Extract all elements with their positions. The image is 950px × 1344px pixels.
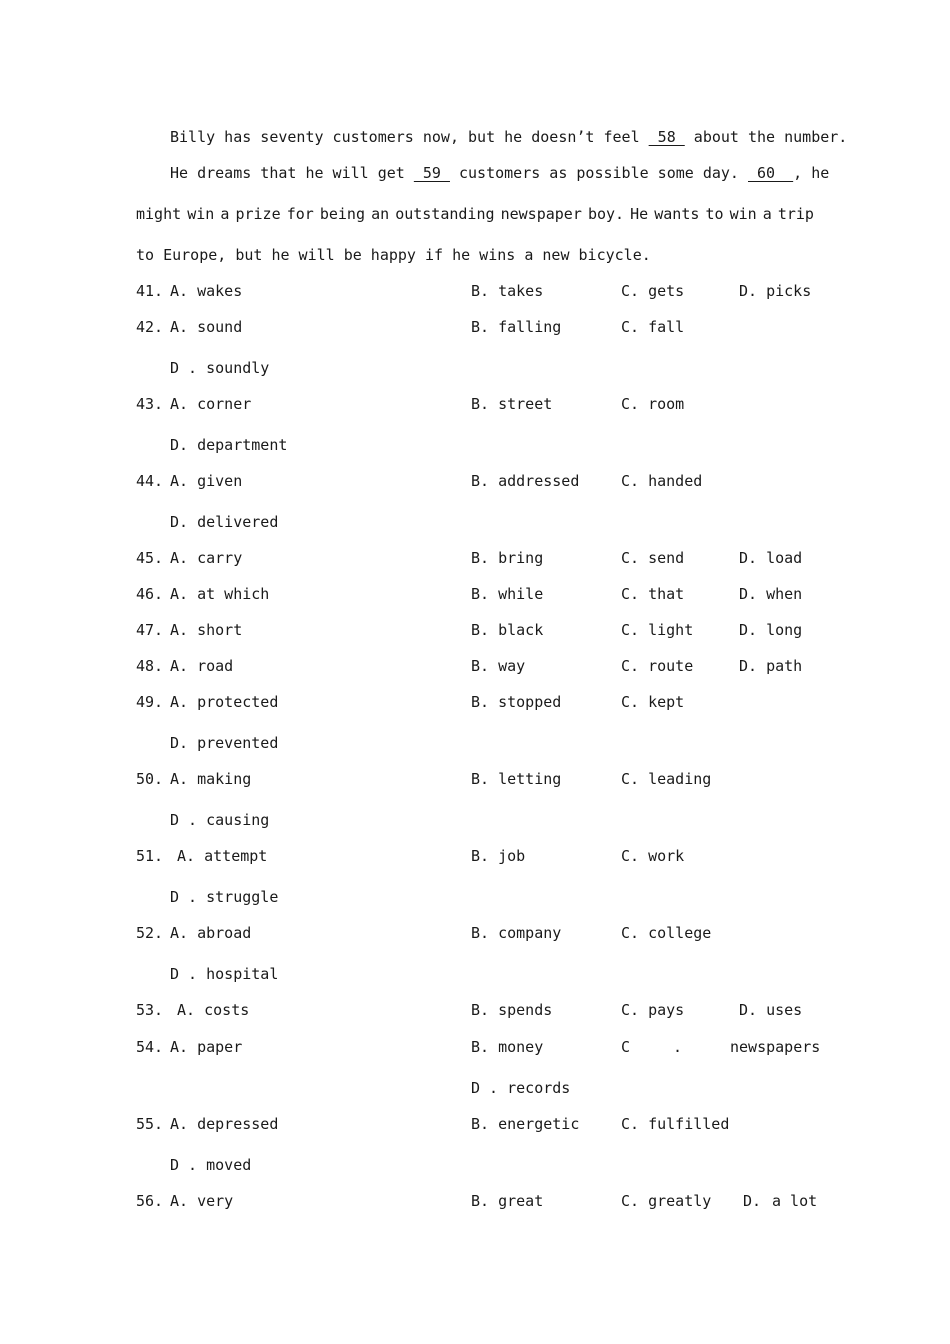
blank-59: 59 [413, 164, 450, 182]
option-c: C. college [621, 924, 712, 942]
question-number: 44. [136, 472, 164, 490]
option-c-text: newspapers [730, 1038, 821, 1056]
passage-line-2 [170, 163, 829, 183]
passage-line-4: to Europe, but he will be happy if he wins a new bicycle. [136, 246, 651, 264]
word: outstanding [395, 205, 495, 223]
option-c: C. handed [621, 472, 703, 490]
option-c: C. room [621, 395, 685, 413]
blank-58: 58 [648, 128, 685, 146]
option-d: D. picks [739, 282, 812, 300]
option-c: C. light [621, 621, 694, 639]
option-a: A. paper [170, 1038, 243, 1056]
option-a: A. short [170, 621, 243, 639]
option-d: D . moved [170, 1156, 252, 1174]
question-number: 46. [136, 585, 164, 603]
question-number: 55. [136, 1115, 164, 1133]
option-c-dot: . [673, 1038, 683, 1056]
option-d-text: a lot [772, 1192, 818, 1210]
option-a: A. protected [170, 693, 279, 711]
option-c: C. work [621, 847, 685, 865]
option-d: D. delivered [170, 513, 279, 531]
word: might [136, 205, 182, 223]
passage-text: He dreams that he will get [170, 164, 405, 182]
option-d: D . records [471, 1079, 571, 1097]
option-b: B. way [471, 657, 526, 675]
question-number: 42. [136, 318, 164, 336]
option-d: D. department [170, 436, 288, 454]
option-a: A. carry [170, 549, 243, 567]
option-b: B. addressed [471, 472, 580, 490]
option-c-letter: C [621, 1038, 631, 1056]
question-number: 45. [136, 549, 164, 567]
word: win [729, 205, 757, 223]
option-c: C. route [621, 657, 694, 675]
option-b: B. street [471, 395, 553, 413]
option-d-letter: D. [743, 1192, 762, 1210]
option-c: C. fall [621, 318, 685, 336]
word: boy. [587, 205, 625, 223]
word: for [286, 205, 314, 223]
passage-line-3 [136, 204, 814, 224]
option-d: D. load [739, 549, 803, 567]
option-d: D . soundly [170, 359, 270, 377]
passage-text: about the number. [693, 128, 848, 146]
question-number: 48. [136, 657, 164, 675]
question-number: 54. [136, 1038, 164, 1056]
option-a: A. very [170, 1192, 234, 1210]
question-number: 53. [136, 1001, 164, 1019]
option-c: C. send [621, 549, 685, 567]
option-c: C. that [621, 585, 685, 603]
question-number: 56. [136, 1192, 164, 1210]
option-d: D. long [739, 621, 803, 639]
question-number: 52. [136, 924, 164, 942]
option-d: D . hospital [170, 965, 279, 983]
option-b: B. job [471, 847, 526, 865]
passage-line-1 [170, 127, 847, 147]
option-b: B. money [471, 1038, 544, 1056]
option-b: B. falling [471, 318, 562, 336]
option-a: A. at which [170, 585, 270, 603]
option-a: A. given [170, 472, 243, 490]
option-c: C. greatly [621, 1192, 712, 1210]
option-b: B. black [471, 621, 544, 639]
word: He [630, 205, 649, 223]
option-b: B. bring [471, 549, 544, 567]
option-c: C. kept [621, 693, 685, 711]
option-d: D. uses [739, 1001, 803, 1019]
option-b: B. spends [471, 1001, 553, 1019]
word: prize [235, 205, 281, 223]
option-b: B. letting [471, 770, 562, 788]
option-c: C. fulfilled [621, 1115, 730, 1133]
option-a: A. attempt [168, 847, 268, 865]
option-d: D . causing [170, 811, 270, 829]
option-a: A. making [170, 770, 252, 788]
option-a: A. sound [170, 318, 243, 336]
option-c: C. gets [621, 282, 685, 300]
option-a: A. costs [168, 1001, 250, 1019]
question-number: 47. [136, 621, 164, 639]
word: wants [654, 205, 700, 223]
option-d: D. prevented [170, 734, 279, 752]
word: a [762, 205, 772, 223]
option-d: D. when [739, 585, 803, 603]
question-number: 41. [136, 282, 164, 300]
option-b: B. while [471, 585, 544, 603]
question-number: 50. [136, 770, 164, 788]
option-d: D . struggle [170, 888, 279, 906]
option-c: C. leading [621, 770, 712, 788]
question-number: 49. [136, 693, 164, 711]
word: an [371, 205, 390, 223]
passage-text: customers as possible some day. [459, 164, 739, 182]
question-number: 43. [136, 395, 164, 413]
passage-text: , he [793, 164, 830, 182]
word: newspaper [500, 205, 582, 223]
word: a [220, 205, 230, 223]
option-c: C. pays [621, 1001, 685, 1019]
option-b: B. stopped [471, 693, 562, 711]
option-a: A. abroad [170, 924, 252, 942]
option-d: D. path [739, 657, 803, 675]
question-number: 51. [136, 847, 164, 865]
option-a: A. wakes [170, 282, 243, 300]
option-b: B. great [471, 1192, 544, 1210]
option-b: B. takes [471, 282, 544, 300]
word: win [187, 205, 215, 223]
word: trip [777, 205, 814, 223]
passage-text: Billy has seventy customers now, but he doesn’t feel [170, 128, 640, 146]
option-a: A. depressed [170, 1115, 279, 1133]
option-a: A. road [170, 657, 234, 675]
option-a: A. corner [170, 395, 252, 413]
word: being [319, 205, 365, 223]
option-b: B. company [471, 924, 562, 942]
blank-60: 60 [748, 164, 794, 182]
word: to [705, 205, 724, 223]
option-b: B. energetic [471, 1115, 580, 1133]
